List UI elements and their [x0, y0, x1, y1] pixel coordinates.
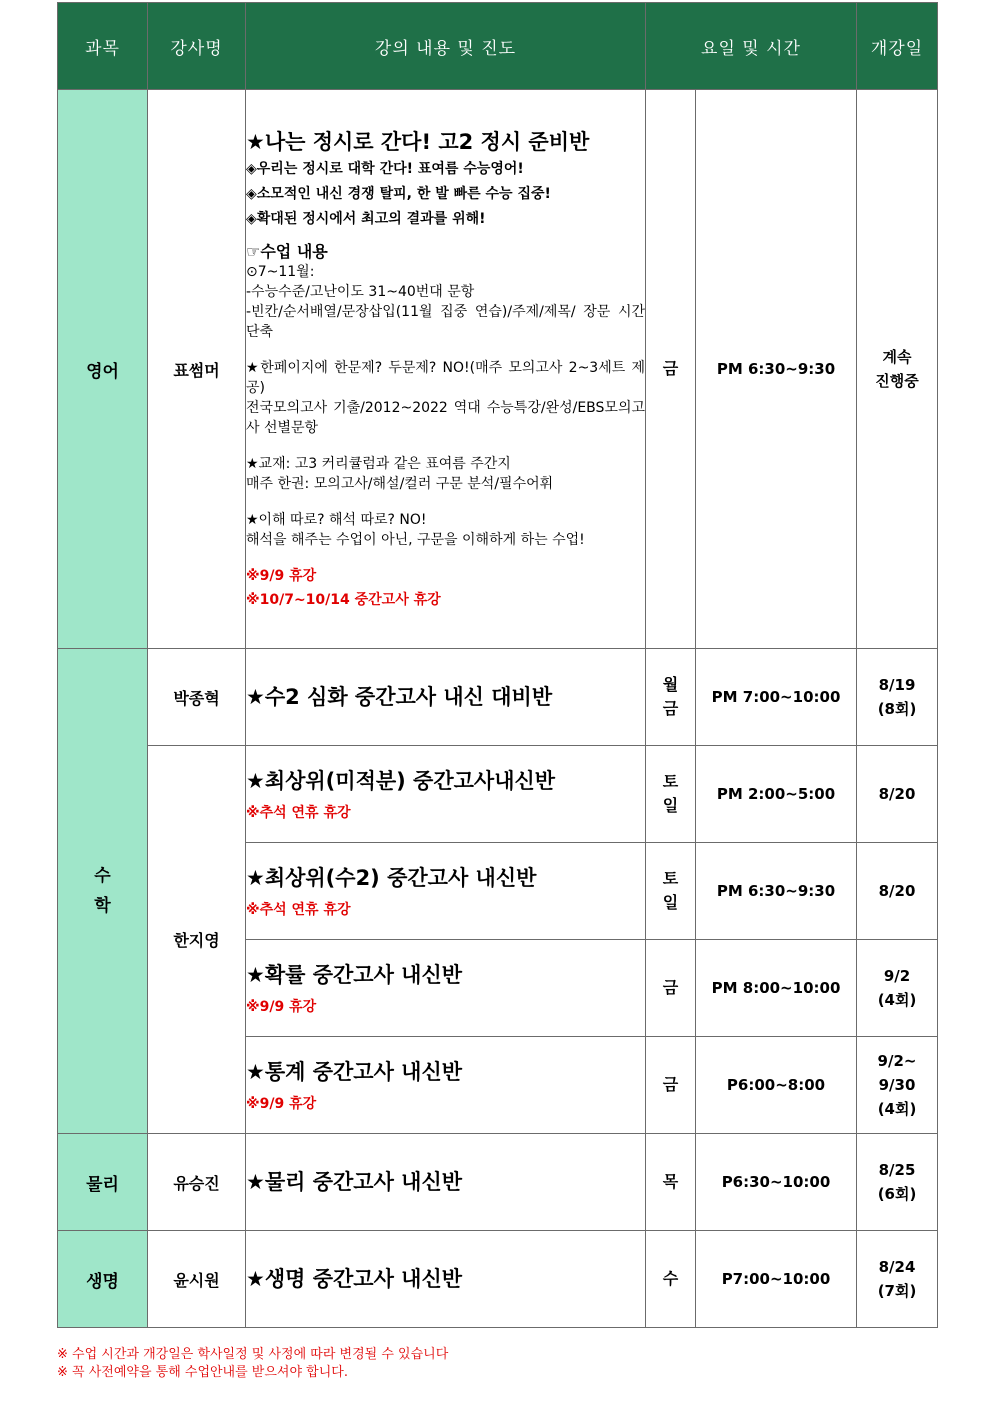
content-line: -빈칸/순서배열/문장삽입(11월 집중 연습)/주제/제목/ 장문 시간단축 [246, 303, 645, 340]
header-subject: 과목 [58, 3, 148, 90]
table-row-english [58, 90, 938, 649]
course-title: ★확률 중간고사 내신반 [246, 963, 463, 987]
class-day: 목 [646, 1134, 696, 1231]
content-line: ★이해 따로? 해석 따로? NO! [246, 511, 427, 528]
start-line: 9/2~ [877, 1052, 917, 1070]
course-title: ★최상위(미적분) 중간고사내신반 [246, 769, 556, 793]
footer-note: ※ 꼭 사전예약을 통해 수업안내를 받으셔야 합니다. [57, 1365, 348, 1380]
subject-line: 학 [94, 896, 111, 916]
course-content [246, 746, 646, 843]
holiday-note: ※10/7~10/14 중간고사 휴강 [246, 591, 441, 608]
teacher-name: 박종혁 [148, 649, 246, 746]
subject-line: 수 [94, 866, 111, 886]
start-date [857, 90, 938, 649]
course-point: ◈우리는 정시로 대학 간다! 표여름 수능영어! [246, 160, 524, 177]
table-row-math [58, 649, 938, 746]
holiday-note: ※추석 연휴 휴강 [246, 805, 351, 821]
class-day: 금 [646, 940, 696, 1037]
content-line: -수능수준/고난이도 31~40번대 문항 [246, 283, 475, 300]
start-line: (8회) [877, 700, 917, 718]
content-line: ★한페이지에 한문제? 두문제? NO!(매주 모의고사 2~3세트 제공) [246, 359, 645, 396]
class-time: P7:00~10:00 [696, 1231, 857, 1328]
schedule-table [57, 2, 938, 1328]
class-day: 수 [646, 1231, 696, 1328]
footer-notes [57, 1346, 448, 1382]
class-day: 금 [646, 1037, 696, 1134]
section-title: ☞수업 내용 [246, 241, 328, 261]
course-title: ★물리 중간고사 내신반 [246, 1170, 463, 1194]
course-content [246, 1231, 646, 1328]
holiday-note: ※9/9 휴강 [246, 999, 317, 1015]
class-time: PM 6:30~9:30 [696, 843, 857, 940]
course-title: ★생명 중간고사 내신반 [246, 1267, 463, 1291]
header-teacher: 강사명 [148, 3, 246, 90]
start-line: 9/30 [878, 1076, 916, 1094]
course-point: ◈확대된 정시에서 최고의 결과를 위해! [246, 210, 486, 227]
start-line: 8/20 [878, 882, 916, 900]
start-date [857, 1037, 938, 1134]
content-line: ★교재: 고3 커리큘럼과 같은 표여름 주간지 [246, 455, 511, 472]
course-content [246, 90, 646, 649]
start-date [857, 1134, 938, 1231]
course-content [246, 940, 646, 1037]
content-line: 해석을 해주는 수업이 아닌, 구문을 이해하게 하는 수업! [246, 531, 585, 548]
day-line: 토 [662, 869, 679, 888]
class-day [646, 843, 696, 940]
content-line: ⊙7~11월: [246, 263, 315, 280]
start-date [857, 843, 938, 940]
class-time: PM 2:00~5:00 [696, 746, 857, 843]
start-line: (4회) [877, 991, 917, 1009]
class-time: P6:00~8:00 [696, 1037, 857, 1134]
subject-physics: 물리 [58, 1134, 148, 1231]
holiday-note: ※9/9 휴강 [246, 567, 317, 584]
day-line: 월 [662, 675, 679, 694]
class-day: 금 [646, 90, 696, 649]
content-line: 매주 한권: 모의고사/해설/컬러 구문 분석/필수어휘 [246, 475, 554, 492]
class-day [646, 649, 696, 746]
start-line: 8/25 [878, 1161, 916, 1179]
teacher-name: 유승진 [148, 1134, 246, 1231]
header-schedule: 요일 및 시간 [646, 3, 857, 90]
table-row-physics [58, 1134, 938, 1231]
course-content [246, 1134, 646, 1231]
subject-math [58, 649, 148, 1134]
class-time: P6:30~10:00 [696, 1134, 857, 1231]
start-line: 계속 [882, 348, 912, 366]
class-time: PM 6:30~9:30 [696, 90, 857, 649]
table-row-biology [58, 1231, 938, 1328]
start-date [857, 649, 938, 746]
day-line: 일 [662, 796, 679, 815]
class-time: PM 8:00~10:00 [696, 940, 857, 1037]
start-date [857, 746, 938, 843]
start-line: 8/24 [878, 1258, 916, 1276]
course-title: ★최상위(수2) 중간고사 내신반 [246, 866, 537, 890]
course-title: ★통계 중간고사 내신반 [246, 1060, 463, 1084]
start-date [857, 940, 938, 1037]
class-time: PM 7:00~10:00 [696, 649, 857, 746]
subject-biology: 생명 [58, 1231, 148, 1328]
start-date [857, 1231, 938, 1328]
holiday-note: ※9/9 휴강 [246, 1096, 317, 1112]
start-line: 9/2 [883, 967, 911, 985]
holiday-note: ※추석 연휴 휴강 [246, 902, 351, 918]
day-line: 일 [662, 893, 679, 912]
course-content [246, 843, 646, 940]
start-line: (4회) [877, 1100, 917, 1118]
table-row-math [58, 746, 938, 843]
content-line: 전국모의고사 기출/2012~2022 역대 수능특강/완성/EBS모의고사 선별문항 [246, 399, 645, 436]
start-line: 진행중 [875, 372, 919, 390]
course-content [246, 1037, 646, 1134]
day-line: 금 [662, 699, 679, 718]
header-row [58, 3, 938, 90]
footer-note: ※ 수업 시간과 개강일은 학사일정 및 사정에 따라 변경될 수 있습니다 [57, 1347, 449, 1362]
course-title: ★수2 심화 중간고사 내신 대비반 [246, 685, 553, 709]
course-point: ◈소모적인 내신 경쟁 탈피, 한 발 빠른 수능 집중! [246, 185, 551, 202]
course-title: ★나는 정시로 간다! 고2 정시 준비반 [246, 129, 590, 154]
subject-english: 영어 [58, 90, 148, 649]
start-line: 8/20 [878, 785, 916, 803]
teacher-name: 한지영 [148, 746, 246, 1134]
course-content [246, 649, 646, 746]
class-day [646, 746, 696, 843]
start-line: 8/19 [878, 676, 916, 694]
day-line: 토 [662, 772, 679, 791]
teacher-name: 윤시원 [148, 1231, 246, 1328]
header-start: 개강일 [857, 3, 938, 90]
start-line: (7회) [877, 1282, 917, 1300]
start-line: (6회) [877, 1185, 917, 1203]
teacher-name: 표썸머 [148, 90, 246, 649]
header-content: 강의 내용 및 진도 [246, 3, 646, 90]
